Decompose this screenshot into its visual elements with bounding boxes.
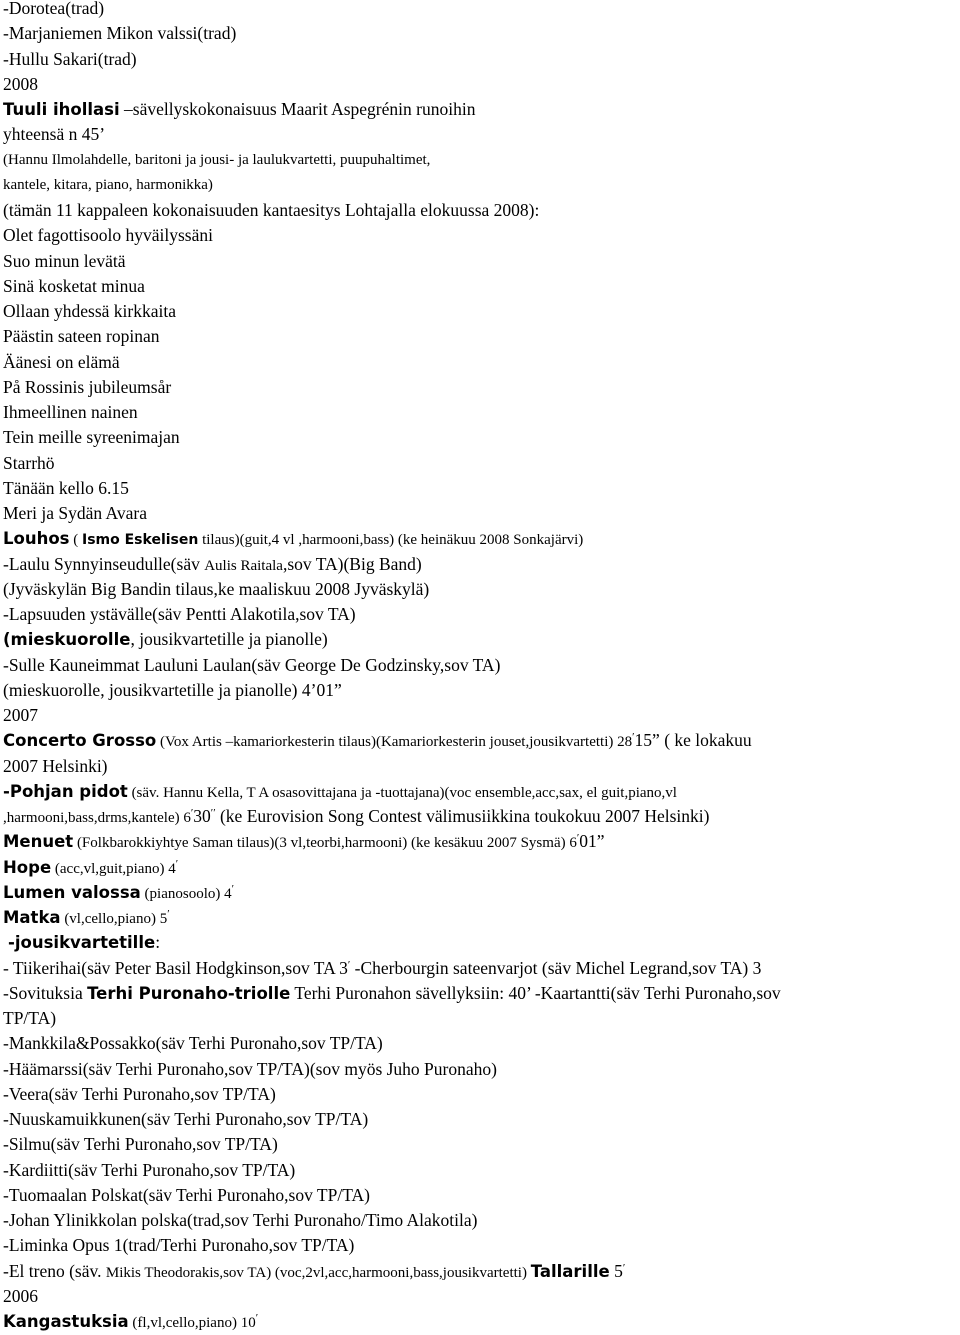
work-description: (acc,vl,guit,piano) 4 [51,860,176,877]
text-line [3,122,960,147]
work-title: -Laulu Synnyinseudulle(säv [3,553,205,574]
text-line [3,1158,960,1183]
text-line [3,526,960,551]
composer-name: Mikis Theodorakis [105,1264,220,1281]
text-line [3,829,960,854]
work-description: , jousikvartetille ja pianolle) [130,629,328,650]
text-line [3,1208,960,1233]
text-line [3,274,960,299]
work-description: 5 [609,1260,623,1281]
work-title-bold: -Pohjan pidot [3,781,128,801]
year-2008: 2008 [3,73,38,94]
text-line [3,653,960,678]
work-title: -Hullu Sakari(trad) [3,48,137,69]
year-2006: 2006 [3,1285,38,1306]
text-line [3,173,960,198]
text-line [3,148,960,173]
text-line [3,425,960,450]
work-description: (Folkbarokkiyhtye Saman tilaus)(3 vl,teorbi,harmooni) (ke kesäkuu 2007 Sysmä) 6 [73,835,577,852]
work-title-bold: Lumen valossa [3,882,141,902]
dedication-bold: Tallarille [530,1261,610,1281]
text-line [3,981,960,1006]
text-line [3,1031,960,1056]
work-title: -Veera(säv Terhi Puronaho,sov TP/TA) [3,1083,276,1104]
song-title: Meri ja Sydän Avara [3,503,148,523]
work-title-bold: Menuet [3,832,74,852]
song-title: Ollaan yhdessä kirkkaita [3,301,177,321]
prime-mark: ′ [347,958,351,971]
work-title: -Häämarssi(säv Terhi Puronaho,sov TP/TA)(sov myös Juho Puronaho) [3,1058,497,1079]
work-title-bold: Kangastuksia [3,1312,129,1331]
commissioner-name: Ismo Eskelisen [82,532,199,549]
prime-mark: ′ [231,882,235,895]
text-line [3,0,960,21]
work-title: -Kardiitti(säv Terhi Puronaho,sov TP/TA) [3,1159,296,1180]
work-title: -Marjaniemen Mikon valssi(trad) [3,23,237,44]
work-description: ,sov TA)(Big Band) [282,553,422,574]
work-description: (Jyväskylän Big Bandin tilaus,ke maaliskuu 2008 Jyväskylä) [3,578,430,599]
work-description: 15” ( ke lokakuu [634,730,752,751]
year-2007: 2007 [3,705,38,725]
text-line [3,1057,960,1082]
work-description: (säv. [127,784,164,801]
text-line [3,47,960,72]
work-title-bold: Tuuli ihollasi [3,100,120,119]
document-page [3,0,960,1334]
year-heading [3,703,960,728]
text-line [3,804,960,829]
work-description: (pianosoolo) 4 [140,885,232,902]
work-title: - Tiikerihai(säv Peter Basil Hodgkinson,sov TA 3 [3,957,348,978]
work-title: -Mankkila&Possakko(säv Terhi Puronaho,sov TP/TA) [3,1033,383,1054]
prime-mark: ′ [255,1312,259,1324]
text-line [3,627,960,652]
text-line [3,930,960,955]
text-line [3,577,960,602]
work-title: -Nuuskamuikkunen(säv Terhi Puronaho,sov TP/TA) [3,1109,369,1129]
work-description: Hannu Kella, T A osasovittajana ja -tuottajana)(voc ensemble,acc,sax, el guit,piano,vl [163,784,677,801]
year-heading [3,1284,960,1309]
double-prime-mark: ′′ [210,807,216,819]
song-title: Päästin sateen ropinan [3,326,160,347]
text-line [3,880,960,905]
prime-mark: ′ [576,832,580,845]
work-title: -Lapsuuden ystävälle(säv Pentti Alakotila,sov TA) [3,604,356,624]
text-line [3,400,960,425]
text-line [3,501,960,526]
work-description: (ke Eurovision Song Contest välimusiikkina toukokuu 2007 Helsinki) [215,806,710,826]
work-description: 2007 Helsinki) [3,755,108,776]
song-title: Starrhö [3,452,55,473]
prime-mark: ′ [190,807,194,819]
work-title: -Silmu(säv Terhi Puronaho,sov TP/TA) [3,1134,278,1155]
work-title: -Liminka Opus 1(trad/Terhi Puronaho,sov TP/TA) [3,1235,355,1256]
text-line [3,1082,960,1107]
text-line [3,855,960,880]
premiere-text: (tämän 11 kappaleen kokonaisuuden kantaesitys Lohtajalla elokuussa 2008): [3,200,540,220]
text-line [3,21,960,46]
text-line [3,754,960,779]
work-title-bold: Louhos [3,529,70,549]
text-line [3,1233,960,1258]
work-title-bold: Concerto Grosso [3,731,157,751]
work-description: ,sov TA) (voc,2vl,acc,harmooni,bass,jousikvartetti) [219,1264,531,1281]
work-description: -Sovituksia [3,982,88,1003]
song-title: Ihmeellinen nainen [3,402,138,422]
prime-mark: ′ [622,1261,626,1274]
work-description: TP/TA) [3,1008,57,1028]
section-heading-bold: -jousikvartetille [8,933,156,953]
work-title: -Tuomaalan Polskat(säv Terhi Puronaho,sov TP/TA) [3,1184,370,1205]
prime-mark: ′ [175,857,179,870]
text-line [3,779,960,804]
year-heading [3,72,960,97]
work-description: (mieskuorolle, jousikvartetille ja pianolle) 4’01” [3,679,342,700]
work-title-bold: Matka [3,908,61,927]
song-title: Tänään kello 6.15 [3,477,129,498]
work-description: ,harmooni,bass,drms,kantele) 6 [3,810,191,826]
song-title: Äänesi on elämä [3,351,120,372]
text-line [3,728,960,753]
work-title: -El treno (säv. [3,1260,106,1281]
song-title: Olet fagottisoolo hyväilyssäni [3,225,213,246]
work-description: tilaus)(guit,4 vl ,harmooni,bass) (ke heinäkuu 2008 Sonkajärvi) [198,532,584,549]
song-title: På Rossinis jubileumsår [3,376,172,397]
text-line [3,1006,960,1031]
work-title-bold: Hope [3,857,52,877]
work-description: 30 [193,806,211,826]
composer-name: Aulis Raitala [204,557,283,574]
text-line [3,249,960,274]
text-line [3,905,960,930]
text-line [3,1259,960,1284]
work-title: -Sulle Kauneimmat Lauluni Laulan(säv George De Godzinsky,sov TA) [3,654,501,675]
work-title: -Cherbourgin sateenvarjot (säv Michel Legrand,sov TA) 3 [350,957,762,978]
text-line [3,476,960,501]
text-line [3,375,960,400]
work-description: (vl,cello,piano) 5 [60,911,168,927]
prime-mark: ′ [632,731,635,744]
text-line [3,350,960,375]
duration-text: yhteensä n 45’ [3,124,106,145]
text-line [3,602,960,627]
song-title: Sinä kosketat minua [3,275,145,296]
text-line [3,1183,960,1208]
text-line [3,956,960,981]
text-line [3,299,960,324]
ensemble-bold: (mieskuorolle [3,630,131,650]
text-line [3,451,960,476]
work-description: (fl,vl,cello,piano) 10 [128,1315,256,1331]
text-line [3,1107,960,1132]
work-description: –sävellyskokonaisuus Maarit Aspegrénin runoihin [119,99,476,119]
text-line [3,97,960,122]
text-line [3,1132,960,1157]
song-title: Suo minun levätä [3,250,126,271]
instrumentation-text: (Hannu Ilmolahdelle, baritoni ja jousi- ja laulukvartetti, puupuhaltimet, [3,151,431,168]
text-line [3,678,960,703]
text-line [3,1309,960,1334]
text-line [3,324,960,349]
song-title: Tein meille syreenimajan [3,427,180,448]
ensemble-bold: Terhi Puronaho-triolle [87,983,291,1003]
work-description: (Vox Artis –kamariorkesterin tilaus)(Kamariorkesterin jouset,jousikvartetti) 28 [156,734,633,751]
work-title: -Dorotea(trad) [3,0,105,18]
text-line [3,223,960,248]
punctuation: : [155,932,161,953]
instrumentation-text: kantele, kitara, piano, harmonikka) [3,176,213,193]
text-line [3,198,960,223]
prime-mark: ′ [167,908,170,920]
text-line [3,552,960,577]
work-description: 01” [579,831,605,852]
work-description: Terhi Puronahon sävellyksiin: 40’ -Kaartantti(säv Terhi Puronaho,sov [290,982,781,1003]
work-description: ( [69,532,82,549]
work-title: -Johan Ylinikkolan polska(trad,sov Terhi Puronaho/Timo Alakotila) [3,1210,478,1230]
